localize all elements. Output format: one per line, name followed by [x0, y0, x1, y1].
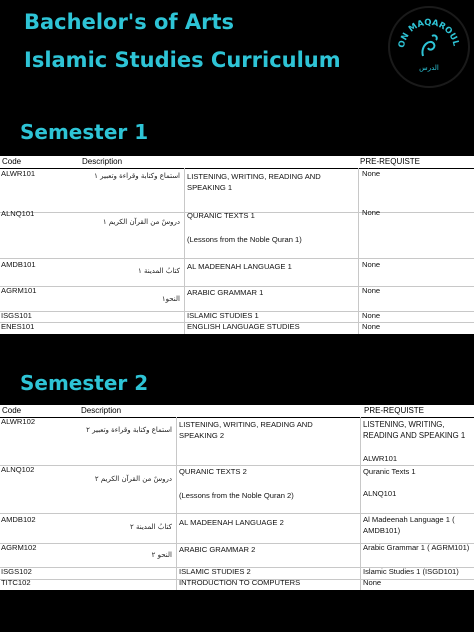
s2-row4-code: AGRM102 [1, 543, 37, 552]
s2-row6-code: TITC102 [1, 578, 31, 587]
logo [388, 6, 470, 88]
s2-row6-prereq: None [363, 578, 382, 587]
s1-row1-arabic: استماع وكتابة وقراءة وتعبير ١ [94, 172, 180, 180]
column-prereq: PRE-REQUISTE [364, 406, 425, 415]
column-prereq: PRE-REQUISTE [360, 157, 421, 166]
column-code: Code [2, 157, 22, 166]
s2-row2-prereq2: ALNQ101 [363, 489, 397, 498]
s2-row1-title: LISTENING, WRITING, READING AND SPEAKING 2 [179, 420, 313, 440]
s1-row2-title2: (Lessons from the Noble Quran 1) [187, 235, 302, 244]
s2-row1-prereq2: ALWR101 [363, 454, 398, 463]
s1-row4-arabic: النحو١ [161, 295, 180, 303]
title-line-2: Islamic Studies Curriculum [24, 48, 341, 72]
s2-row5-prereq: Islamic Studies 1 (ISGD101) [363, 567, 459, 576]
s1-row5-prereq: None [362, 311, 381, 320]
s2-row6-title: INTRODUCTION TO COMPUTERS [179, 578, 301, 587]
semester-2-header-row [0, 405, 474, 418]
s2-row5-code: ISGS102 [1, 567, 32, 576]
s2-row2-prereq: Quranic Texts 1 [363, 467, 416, 476]
semester-1-header-row [0, 156, 474, 169]
s2-row2-title2: (Lessons from the Noble Quran 2) [179, 491, 294, 500]
s2-row3-title: AL MADEENAH LANGUAGE 2 [179, 518, 284, 527]
s1-row1-title: LISTENING, WRITING, READING AND SPEAKING 1 [187, 172, 321, 192]
column-code: Code [2, 406, 22, 415]
semester-1-table [0, 156, 474, 334]
s1-row1-code: ALWR101 [1, 169, 36, 178]
s1-row4-title: ARABIC GRAMMAR 1 [187, 288, 264, 297]
s2-row3-arabic: كتابُ المدينة ٢ [130, 523, 172, 531]
column-description: Description [82, 157, 123, 166]
logo-text: ON MAQAROUL [396, 17, 461, 49]
s1-row6-code: ENES101 [1, 322, 35, 331]
s1-row6-title: ENGLISH LANGUAGE STUDIES [187, 322, 300, 331]
s2-row5-title: ISLAMIC STUDIES 2 [179, 567, 251, 576]
s1-row2-code: ALNQ101 [1, 209, 35, 218]
s1-row3-prereq: None [362, 260, 381, 269]
s2-row4-prereq: Arabic Grammar 1 ( AGRM101) [363, 543, 470, 552]
title-line-1: Bachelor's of Arts [24, 10, 235, 34]
s1-row3-arabic: كتابُ المدينة ١ [138, 267, 180, 275]
s2-row1-arabic: استماع وكتابة وقراءة وتعبير ٢ [86, 426, 172, 434]
s1-row3-title: AL MADEENAH LANGUAGE 1 [187, 262, 292, 271]
semester-1-heading: Semester 1 [20, 120, 149, 144]
s1-row3-code: AMDB101 [1, 260, 36, 269]
s1-row4-prereq: None [362, 286, 381, 295]
column-description: Description [81, 406, 122, 415]
s1-row5-title: ISLAMIC STUDIES 1 [187, 311, 259, 320]
s1-row2-prereq: None [362, 208, 381, 217]
s2-row1-prereq: LISTENING, WRITING, READING AND SPEAKING 1 [363, 420, 466, 440]
s1-row6-prereq: None [362, 322, 381, 331]
semester-2-heading: Semester 2 [20, 371, 149, 395]
s2-row1-code: ALWR102 [1, 417, 36, 426]
s2-row4-title: ARABIC GRAMMAR 2 [179, 545, 256, 554]
s2-row2-arabic: دروسٌ من القرآن الكريم ٢ [94, 475, 172, 483]
semester-2-table [0, 405, 474, 590]
s1-row1-prereq: None [362, 169, 381, 178]
s1-row5-code: ISGS101 [1, 311, 32, 320]
s1-row4-code: AGRM101 [1, 286, 37, 295]
s2-row2-code: ALNQ102 [1, 465, 35, 474]
s1-row2-arabic: دروسٌ من القرآن الكريم ١ [102, 218, 180, 226]
logo-emblem-icon [390, 8, 468, 86]
s2-row3-code: AMDB102 [1, 515, 36, 524]
s2-row2-title: QURANIC TEXTS 2 [179, 467, 247, 476]
logo-arabic: الدرس [419, 64, 439, 72]
s2-row3-prereq: Al Madeenah Language 1 ( AMDB101) [363, 515, 455, 535]
s2-row4-arabic: النحو ٢ [151, 551, 172, 559]
s1-row2-title: QURANIC TEXTS 1 [187, 211, 255, 220]
